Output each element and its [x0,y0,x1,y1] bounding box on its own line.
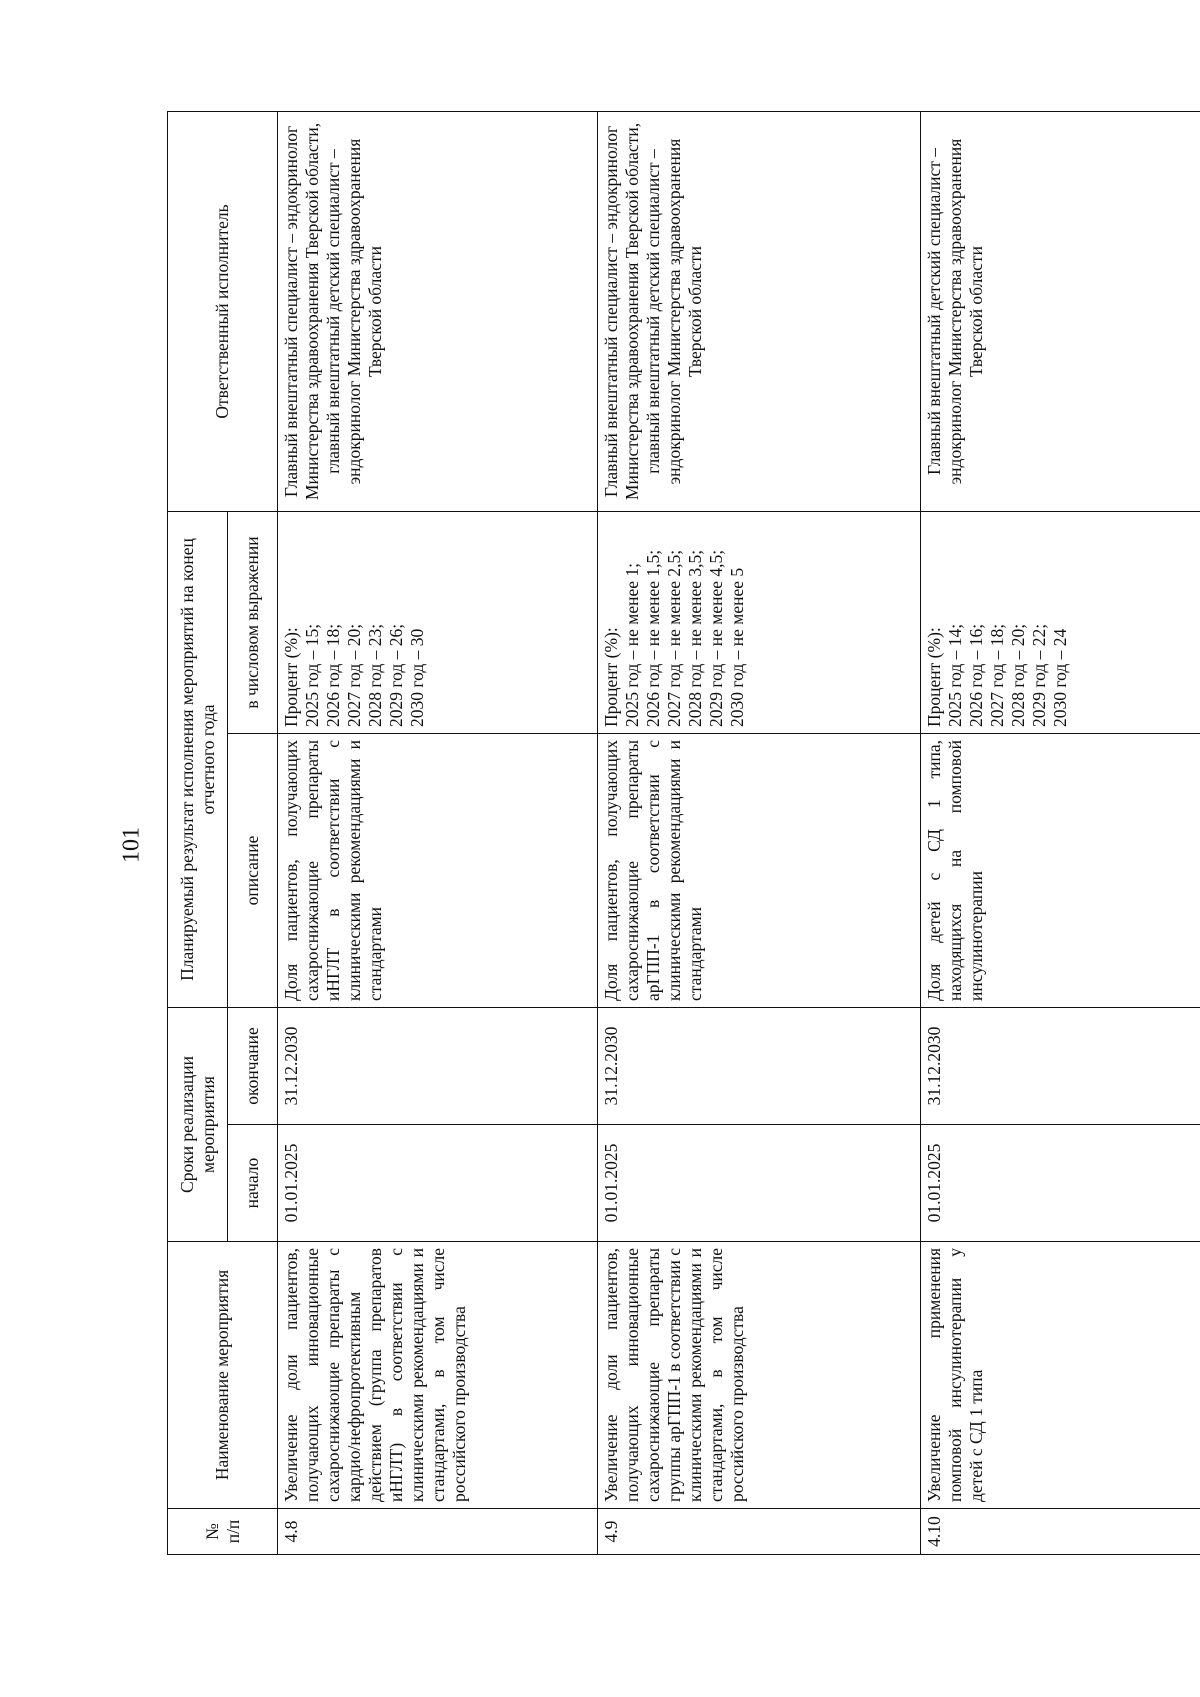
value-line: 2025 год – 14; [945,623,965,727]
header-period: Сроки реализации мероприятия [168,1008,228,1242]
value-line: Процент (%): [601,627,621,727]
header-start: начало [228,1125,278,1242]
row-responsible: Главный внештатный специалист – эндокринолог Министерства здравоохранения Тверской области, главный внештатный детский специалист – эндокринолог Министерства здравоохранения Тверской области [278,112,598,512]
row-num: 4.10 [921,1509,1200,1555]
value-line: 2028 год – не менее 3,5; [685,549,705,727]
row-responsible: Главный внештатный детский специалист – эндокринолог Министерства здравоохранения Тверской области [921,112,1200,512]
header-numeric: в числовом выражении [228,512,278,734]
row-end: 31.12.2030 [598,1008,921,1125]
value-line: 2028 год – 23; [365,623,385,727]
value-line: 2029 год – 26; [386,623,406,727]
header-name: Наименование мероприятия [168,1242,278,1509]
value-line: 2029 год – не менее 4,5; [706,549,726,727]
value-line: 2026 год – 18; [323,623,343,727]
table-row [598,112,921,1555]
row-start: 01.01.2025 [598,1125,921,1242]
row-num: 4.8 [278,1509,598,1555]
table-row [278,112,598,1555]
value-line: 2027 год – 18; [987,623,1007,727]
value-line: 2027 год – 20; [344,623,364,727]
value-line: 2027 год – не менее 2,5; [664,549,684,727]
header-num: № п/п [168,1509,278,1555]
value-line: 2030 год – не менее 5 [727,567,747,727]
row-values [598,512,921,734]
row-values [278,512,598,734]
row-name: Увеличение доли пациентов, получающих инновационные сахароснижающие препараты группы арГПП-1 в соответствии с клиническими рекомендациями и стандартами, в том числе российского производства [598,1242,921,1509]
value-line: 2029 год – 22; [1029,623,1049,727]
row-desc: Доля пациентов, получающих сахароснижающие препараты арГПП-1 в соответствии с клиническими рекомендациями и стандартами [598,734,921,1008]
row-responsible: Главный внештатный специалист – эндокринолог Министерства здравоохранения Тверской области, главный внештатный детский специалист – эндокринолог Министерства здравоохранения Тверской области [598,112,921,512]
header-end: окончание [228,1008,278,1125]
page-number: 101 [118,827,145,863]
row-name: Увеличение доли пациентов, получающих инновационные сахароснижающие препараты с кардио/нефропротективным действием (группа препаратов иНГЛТ) в соответствии с клиническими рекомендациями и стандартами, в том числе российского производства [278,1242,598,1509]
header-responsible: Ответственный исполнитель [168,112,278,512]
row-end: 31.12.2030 [278,1008,598,1125]
row-num: 4.9 [598,1509,921,1555]
value-line: Процент (%): [924,627,944,727]
header-row-1 [168,112,228,1555]
row-values [921,512,1200,734]
value-line: 2030 год – 30 [407,628,427,727]
row-name: Увеличение применения помповой инсулинотерапии у детей с СД 1 типа [921,1242,1200,1509]
value-line: 2026 год – 16; [966,623,986,727]
value-line: 2026 год – не менее 1,5; [643,549,663,727]
value-line: 2030 год – 24 [1050,628,1070,727]
value-line: 2025 год – не менее 1; [622,562,642,727]
row-end: 31.12.2030 [921,1008,1200,1125]
row-start: 01.01.2025 [278,1125,598,1242]
activities-table [167,111,1200,1555]
table-row [921,112,1200,1555]
value-line: Процент (%): [281,627,301,727]
value-line: 2025 год – 15; [302,623,322,727]
row-start: 01.01.2025 [921,1125,1200,1242]
rotated-table-wrapper [167,112,1200,1555]
row-desc: Доля детей с СД 1 типа, находящихся на помповой инсулинотерапии [921,734,1200,1008]
header-result: Планируемый результат исполнения мероприятий на конец отчетного года [168,512,228,1008]
row-desc: Доля пациентов, получающих сахароснижающие препараты иНГЛТ в соответствии с клиническими рекомендациями и стандартами [278,734,598,1008]
header-desc: описание [228,734,278,1008]
value-line: 2028 год – 20; [1008,623,1028,727]
